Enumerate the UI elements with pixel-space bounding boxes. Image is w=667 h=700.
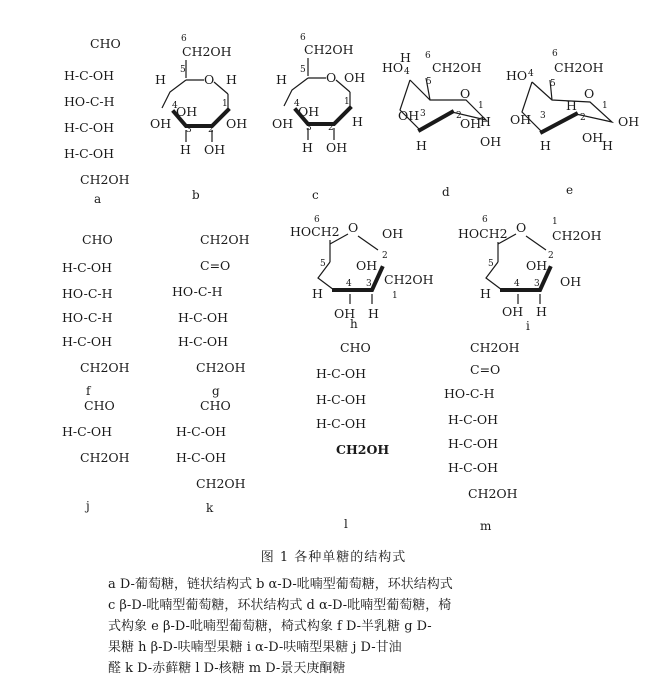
h-oh-bottom: OH — [334, 306, 356, 321]
j-row-2: H-C-OH — [62, 424, 113, 439]
k-row-4: CH2OH — [196, 476, 246, 491]
i-h-left: H — [480, 286, 491, 301]
f-row-3: HO-C-H — [62, 286, 113, 301]
c-h-left: H — [276, 72, 287, 87]
e-h-mid: H — [566, 98, 577, 113]
b-c3-num: 3 — [186, 125, 192, 135]
m-row-7: CH2OH — [468, 486, 518, 501]
d-h-bottom: H — [416, 138, 427, 153]
i-c5-num: 5 — [488, 259, 494, 269]
h-c4-num: 4 — [346, 279, 352, 289]
h-h-left: H — [312, 286, 323, 301]
structure-m — [444, 340, 520, 533]
k-label: k — [206, 501, 214, 515]
c-c1-num: 1 — [344, 97, 350, 107]
i-c2-num: 2 — [548, 251, 554, 261]
d-label: d — [442, 185, 450, 199]
e-ho-left: OH — [510, 112, 532, 127]
m-row-2: C=O — [470, 362, 501, 377]
i-c3-num: 3 — [534, 279, 540, 289]
d-c3-num: 3 — [420, 109, 426, 119]
structure-h — [290, 215, 434, 331]
j-row-3: CH2OH — [80, 450, 130, 465]
b-c1-num: 1 — [222, 99, 228, 109]
g-row-3: HO-C-H — [172, 284, 223, 299]
c-c3-num: 3 — [306, 123, 312, 133]
c-h-right: H — [352, 114, 363, 129]
structure-c — [272, 33, 365, 202]
h-label: h — [350, 317, 358, 331]
i-h-bottom: H — [536, 304, 547, 319]
f-row-6: CH2OH — [80, 360, 130, 375]
h-c3-num: 3 — [366, 279, 372, 289]
g-row-5: H-C-OH — [178, 334, 229, 349]
f-row-5: H-C-OH — [62, 334, 113, 349]
i-label: i — [526, 319, 530, 333]
e-label: e — [566, 183, 574, 197]
c-ho-left: OH — [272, 116, 294, 131]
e-c2-num: 2 — [580, 113, 586, 123]
d-c2-num: 2 — [456, 111, 462, 121]
a-row-2: H-C-OH — [64, 68, 115, 83]
legend-line-3: 式构象 e β-D-吡喃型葡萄糖，椅式构象 f D-半乳糖 g D- — [108, 619, 432, 634]
l-row-1: CHO — [340, 340, 371, 355]
l-row-4: H-C-OH — [316, 416, 367, 431]
e-c5-num: 5 — [550, 79, 556, 89]
b-h-top-right: H — [226, 72, 237, 87]
structure-d — [382, 50, 501, 199]
h-oh-top: OH — [382, 226, 404, 241]
legend-line-5: 醛 k D-赤藓糖 l D-核糖 m D-景天庚酮糖 — [108, 661, 346, 676]
c-c2-num: 2 — [328, 123, 334, 133]
e-ring-o: O — [584, 86, 595, 101]
l-row-3: H-C-OH — [316, 392, 367, 407]
structure-j — [62, 398, 130, 513]
legend-line-1: a D-葡萄糖，链状结构式 b α-D-吡喃型葡萄糖，环状结构式 — [108, 577, 453, 592]
b-ho-left: OH — [150, 116, 172, 131]
f-label: f — [86, 384, 91, 398]
e-c3-num: 3 — [540, 111, 546, 121]
i-c6-num: 6 — [482, 215, 488, 225]
m-row-4: H-C-OH — [448, 412, 499, 427]
d-ch2oh: CH2OH — [432, 60, 482, 75]
e-oh-right: OH — [618, 114, 640, 129]
l-row-5: CH2OH — [336, 442, 390, 457]
e-c4-num: 4 — [528, 69, 534, 79]
h-c6-num: 6 — [314, 215, 320, 225]
d-ring-o: O — [460, 86, 471, 101]
g-label: g — [212, 384, 220, 398]
structure-b — [150, 34, 247, 202]
b-label: b — [192, 188, 200, 202]
m-row-1: CH2OH — [470, 340, 520, 355]
c-oh-mid: OH — [298, 104, 320, 119]
b-h-bottom: H — [180, 142, 191, 157]
c-c5-num: 5 — [300, 65, 306, 75]
b-h-mid: OH — [176, 104, 198, 119]
c-oh-right-top: OH — [344, 70, 366, 85]
c-oh-bottom: OH — [326, 140, 348, 155]
c-ch2oh: CH2OH — [304, 42, 354, 57]
m-row-6: H-C-OH — [448, 460, 499, 475]
g-row-6: CH2OH — [196, 360, 246, 375]
c-c4-num: 4 — [294, 99, 300, 109]
m-row-5: H-C-OH — [448, 436, 499, 451]
e-h-right: H — [602, 138, 613, 153]
h-c2-num: 2 — [382, 251, 388, 261]
i-hoch2: HOCH2 — [458, 226, 508, 241]
g-row-4: H-C-OH — [178, 310, 229, 325]
d-h-right: H — [480, 114, 491, 129]
i-c4-num: 4 — [514, 279, 520, 289]
c-h-bottom: H — [302, 140, 313, 155]
structure-e — [506, 49, 639, 197]
structure-f — [62, 232, 130, 398]
h-ch2oh: CH2OH — [384, 272, 434, 287]
b-ch2oh: CH2OH — [182, 44, 232, 59]
i-oh-mid: OH — [526, 258, 548, 273]
a-label: a — [94, 192, 102, 206]
figure-legend — [108, 574, 608, 679]
h-c5-num: 5 — [320, 259, 326, 269]
b-h-top-left: H — [155, 72, 166, 87]
b-oh-right: OH — [226, 116, 248, 131]
i-ch2oh: CH2OH — [552, 228, 602, 243]
c-ring-o: O — [326, 70, 337, 85]
a-row-5: H-C-OH — [64, 146, 115, 161]
structure-a — [64, 36, 130, 206]
h-oh-mid: OH — [356, 258, 378, 273]
b-c4-num: 4 — [172, 101, 178, 111]
b-oh-bottom: OH — [204, 142, 226, 157]
h-h-bottom: H — [368, 306, 379, 321]
a-row-6: CH2OH — [80, 172, 130, 187]
f-row-4: HO-C-H — [62, 310, 113, 325]
h-c1-num: 1 — [392, 291, 398, 301]
structure-k — [176, 398, 246, 515]
b-c5-num: 5 — [180, 65, 186, 75]
e-ch2oh: CH2OH — [554, 60, 604, 75]
i-ring-o: O — [516, 220, 527, 235]
m-label: m — [480, 519, 492, 533]
d-c4-num: 4 — [404, 67, 410, 77]
k-row-3: H-C-OH — [176, 450, 227, 465]
i-oh-right: OH — [560, 274, 582, 289]
e-ho-top: HO — [506, 68, 528, 83]
e-h-bottom: H — [540, 138, 551, 153]
f-row-1: CHO — [82, 232, 113, 247]
l-label: l — [344, 517, 348, 531]
structure-i — [458, 215, 602, 333]
legend-line-4: 果糖 h β-D-呋喃型果糖 i α-D-呋喃型果糖 j D-甘油 — [108, 640, 402, 655]
f-row-2: H-C-OH — [62, 260, 113, 275]
h-hoch2: HOCH2 — [290, 224, 340, 239]
a-row-4: H-C-OH — [64, 120, 115, 135]
legend-line-2: c β-D-吡喃型葡萄糖，环状结构式 d α-D-吡喃型葡萄糖，椅 — [108, 598, 452, 613]
structure-l — [316, 340, 389, 531]
k-row-1: CHO — [200, 398, 231, 413]
g-row-2: C=O — [200, 258, 231, 273]
j-row-1: CHO — [84, 398, 115, 413]
figure-caption: 图 1 各种单糖的结构式 — [260, 550, 407, 565]
a-row-3: HO-C-H — [64, 94, 115, 109]
d-c1-num: 1 — [478, 101, 484, 111]
d-oh-mid: OH — [460, 116, 482, 131]
c-label: c — [312, 188, 319, 202]
d-ho-top: HO — [382, 60, 404, 75]
k-row-2: H-C-OH — [176, 424, 227, 439]
d-h-top: H — [400, 50, 411, 65]
e-c1-num: 1 — [602, 101, 608, 111]
g-row-1: CH2OH — [200, 232, 250, 247]
e-c6-num: 6 — [552, 49, 558, 59]
b-c2-num: 2 — [208, 125, 214, 135]
m-row-3: HO-C-H — [444, 386, 495, 401]
a-row-1: CHO — [90, 36, 121, 51]
i-oh-bottom: OH — [502, 304, 524, 319]
b-c6-num: 6 — [181, 34, 187, 44]
j-label: j — [86, 499, 90, 513]
d-c5-num: 5 — [426, 77, 432, 87]
d-c6-num: 6 — [425, 51, 431, 61]
d-ho-left: OH — [398, 108, 420, 123]
b-ring-o: O — [204, 72, 215, 87]
structure-g — [172, 232, 250, 398]
e-oh-bottom: OH — [582, 130, 604, 145]
h-ring-o: O — [348, 220, 359, 235]
d-oh-bottom: OH — [480, 134, 502, 149]
c-c6-num: 6 — [300, 33, 306, 43]
l-row-2: H-C-OH — [316, 366, 367, 381]
i-c1-num: 1 — [552, 217, 558, 227]
